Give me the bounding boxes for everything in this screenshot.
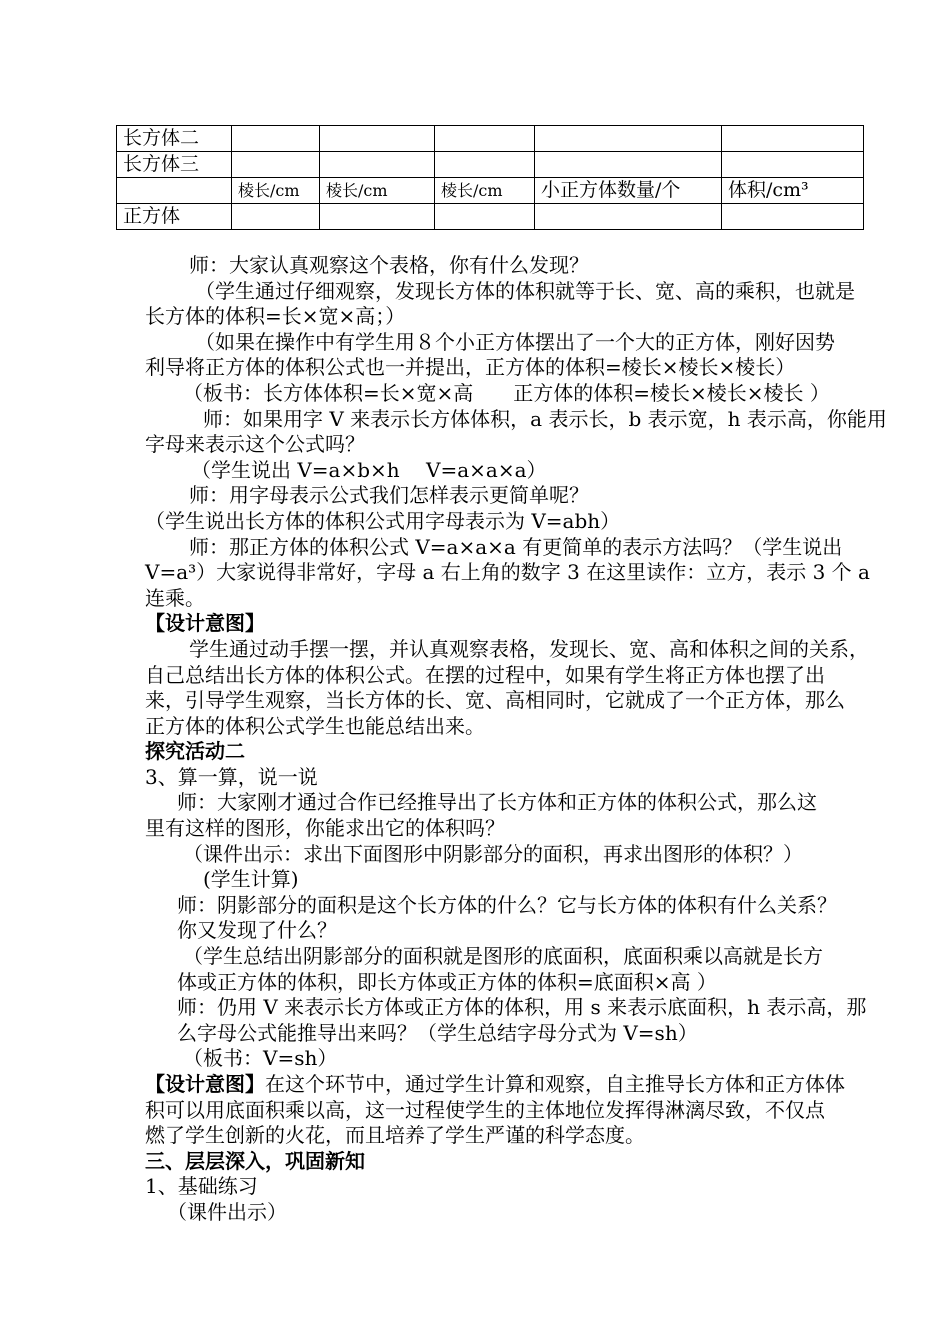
section-heading: 三、层层深入，巩固新知 (145, 1148, 365, 1173)
table-cell (535, 126, 722, 152)
table-cell (722, 126, 864, 152)
table-row (117, 152, 864, 178)
design-intent-label: 【设计意图】 (145, 1072, 265, 1096)
table-cell (535, 204, 722, 230)
paragraph-text: 在这个环节中，通过学生计算和观察，自主推导长方体和正方体体 (265, 1072, 845, 1096)
paragraph-line: （课件出示） (167, 1199, 287, 1224)
paragraph-line: 字母来表示这个公式吗？ (145, 432, 365, 457)
paragraph-line: 师：仍用 V 来表示长方体或正方体的体积，用 s 来表示底面积，h 表示高，那 (177, 995, 867, 1020)
table-cell (232, 126, 320, 152)
table-cell: 正方体 (117, 204, 232, 230)
paragraph-line: 师：如果用字 V 来表示长方体体积，a 表示长，b 表示宽，h 表示高，你能用 (203, 406, 887, 431)
paragraph-line: 么字母公式能推导出来吗？（学生总结字母分式为 V=sh） (177, 1020, 698, 1045)
body-text (145, 253, 895, 1226)
paragraph-line: （课件出示：求出下面图形中阴影部分的面积，再求出图形的体积？） (183, 841, 803, 866)
table-cell (320, 126, 435, 152)
paragraph-line: （板书：长方体体积=长×宽×高 正方体的体积=棱长×棱长×棱长 ） (183, 380, 830, 405)
paragraph-line: 师：大家刚才通过合作已经推导出了长方体和正方体的体积公式，那么这 (177, 790, 817, 815)
paragraph-line (145, 1072, 895, 1098)
paragraph-line: 你又发现了什么？ (177, 918, 337, 943)
table-header-row (117, 178, 864, 204)
paragraph-line: 学生通过动手摆一摆，并认真观察表格，发现长、宽、高和体积之间的关系， (189, 636, 869, 661)
table-row (117, 126, 864, 152)
paragraph-line: 师：大家认真观察这个表格，你有什么发现？ (189, 253, 589, 277)
paragraph-line: 来，引导学生观察，当长方体的长、宽、高相同时，它就成了一个正方体，那么 (145, 688, 845, 713)
paragraph-line: 自己总结出长方体的体积公式。在摆的过程中，如果有学生将正方体也摆了出 (145, 662, 825, 687)
table-header-cell: 棱长/cm (320, 178, 435, 204)
paragraph-line: 利导将正方体的体积公式也一并提出，正方体的体积=棱长×棱长×棱长） (145, 355, 796, 380)
paragraph-line: 1、基础练习 (145, 1174, 258, 1199)
paragraph-line: 师：用字母表示公式我们怎样表示更简单呢？ (189, 483, 589, 508)
paragraph-line: 长方体的体积=长×宽×高；） (145, 304, 406, 329)
table-header-cell: 棱长/cm (435, 178, 535, 204)
table-header-cell: 棱长/cm (232, 178, 320, 204)
paragraph-line: 燃了学生创新的火花，而且培养了学生严谨的科学态度。 (145, 1123, 645, 1148)
paragraph-line: 连乘。 (145, 585, 205, 610)
section-heading: 【设计意图】 (145, 611, 265, 636)
table-cell (722, 152, 864, 178)
paragraph-line: （板书：V=sh） (183, 1046, 338, 1071)
table-cell: 长方体三 (117, 152, 232, 178)
paragraph-line: （学生说出长方体的体积公式用字母表示为 V=abh） (145, 508, 621, 533)
paragraph-line: 里有这样的图形，你能求出它的体积吗？ (145, 816, 505, 841)
table-row (117, 204, 864, 230)
paragraph-line: 师：阴影部分的面积是这个长方体的什么？它与长方体的体积有什么关系？ (177, 892, 837, 917)
table-cell (232, 152, 320, 178)
table-cell (435, 126, 535, 152)
table-cell (535, 152, 722, 178)
table-header-cell: 小正方体数量/个 (535, 178, 722, 204)
table-cell (320, 204, 435, 230)
section-heading: 探究活动二 (145, 739, 245, 764)
table-cell (320, 152, 435, 178)
table-cell (435, 204, 535, 230)
paragraph-line: 积可以用底面积乘以高，这一过程使学生的主体地位发挥得淋漓尽致，不仅点 (145, 1097, 825, 1122)
paragraph-line: （学生总结出阴影部分的面积就是图形的底面积，底面积乘以高就是长方 (183, 944, 823, 969)
paragraph-line: 3、算一算，说一说 (145, 764, 318, 789)
table-cell (117, 178, 232, 204)
table-header-cell: 体积/cm³ (722, 178, 864, 204)
volume-table (116, 125, 864, 230)
table-cell (232, 204, 320, 230)
table-cell (435, 152, 535, 178)
paragraph-line: （学生通过仔细观察，发现长方体的体积就等于长、宽、高的乘积，也就是 (195, 278, 855, 303)
paragraph-line: (学生计算) (203, 867, 299, 892)
table-cell: 长方体二 (117, 126, 232, 152)
paragraph-line: 师：那正方体的体积公式 V=a×a×a 有更简单的表示方法吗？（学生说出 (189, 534, 843, 559)
paragraph-line: 体或正方体的体积，即长方体或正方体的体积=底面积×高 ） (177, 969, 717, 994)
table-cell (722, 204, 864, 230)
paragraph-line: （如果在操作中有学生用８个小正方体摆出了一个大的正方体，刚好因势 (195, 329, 835, 354)
paragraph-line: 正方体的体积公式学生也能总结出来。 (145, 713, 485, 738)
paragraph-line: V=a³）大家说得非常好，字母 a 右上角的数字 3 在这里读作：立方，表示 3 个 a (145, 560, 870, 585)
paragraph-line: （学生说出 V=a×b×h V=a×a×a） (191, 457, 547, 482)
